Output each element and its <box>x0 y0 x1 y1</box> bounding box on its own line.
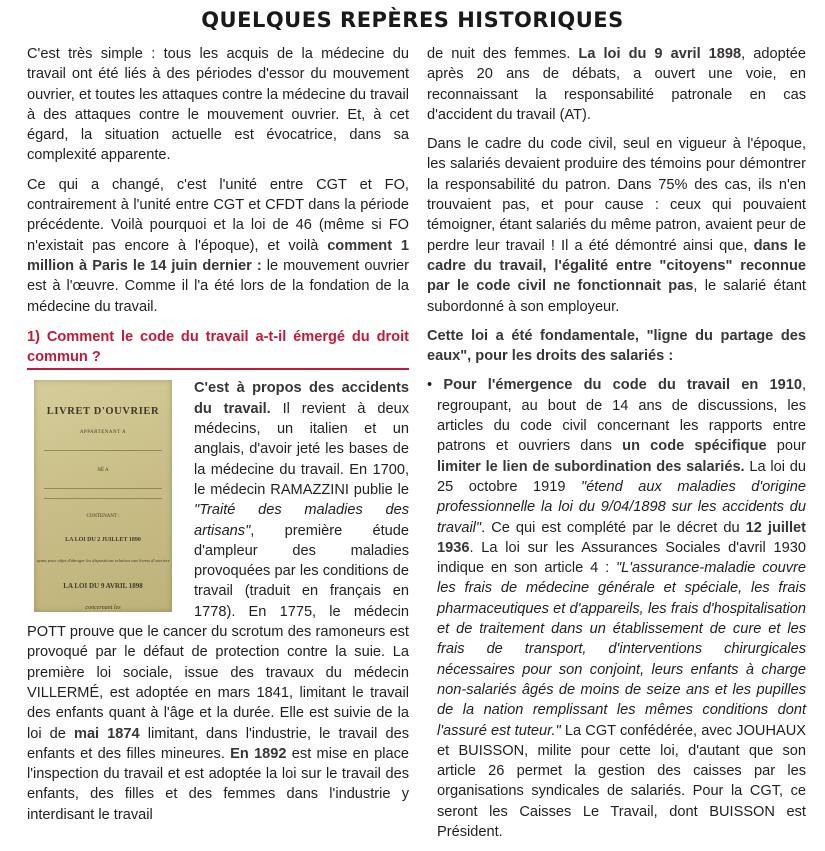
law-1898-paragraph: de nuit des femmes. La loi du 9 avril 1898, adoptée après 20 ans de débats, a ouvert une voie, en reconnaissant la responsabilité patronale en cas d'accident du travail (AT). <box>427 46 806 123</box>
accidents-paragraph: C'est à propos des accidents du travail. Il revient à deux médecins, un italien et un anglais, d'avoir jeté les bases de la médecine du travail. En 1700, le médecin RAMAZZINI publie le "Traité des maladies des artisans", première étude d'ampleur des maladies provoquées par les conditions de travail (traduit en français en 1778). En 1775, le médecin POTT prouve que le cancer du scrotum des ramoneurs est provoqué par le défaut de protection contre la suie. La première loi sociale, issue des travaux du médecin VILLERMÉ, est adoptée en mars 1841, limitant le travail des enfants quant à l'âge et la durée. Elle est suivie de la loi de mai 1874 limitant, dans l'industrie, le travail des enfants et des filles mineures. En 1892 est mise en place l'inspection du travail et est adoptée la loi sur le travail des enfants, des filles et des femmes dans l'industrie y interdisant le travail <box>27 380 410 823</box>
livret-ouvrier-image: LIVRET D'OUVRIER APPARTENANT A NÉ A CONTENANT : LA LOI DU 2 JUILLET 1890 ayant pour objet d'abroger les dispositions relatives aux livrets d'ouvriers LA LOI DU 9 AVRIL 1898 concernant les <box>34 380 172 612</box>
page-title: QUELQUES REPÈRES HISTORIQUES <box>201 8 624 32</box>
figure-title: LIVRET D'OUVRIER <box>46 406 160 418</box>
unity-paragraph: Ce qui a changé, c'est l'unité entre CGT et FO, contrairement à l'unité entre CGT et CFDT dans la période précédente. Voilà pourquoi et la loi de 46 (même si FO n'existait pas encore à l'époque), et voilà comment 1 million à Paris le 14 juin dernier : le mouvement ouvrier est à l'œuvre. Comme il l'a été lors de la fondation de la médecine du travail. <box>27 176 409 315</box>
bullet-icon: • <box>427 377 433 394</box>
fundamental-law-paragraph: Cette loi a été fondamentale, "ligne du partage des eaux", pour les droits des salariés : <box>427 327 806 365</box>
right-column <box>427 44 806 851</box>
bullet-item: • Pour l'émergence du code du travail en 1910, regroupant, au bout de 14 ans de discussions, les articles du code civil concernant les rapports entre patrons et ouvriers dans un code spécifique pour limiter le lien de subordination des salariés. La loi du 25 octobre 1919 "étend aux maladies d'origine professionnelle la loi du 9/04/1898 sur les accidents du travail". Ce qui est complété par le décret du 12 juillet 1936. La loi sur les Assurances Sociales d'avril 1930 indique en son article 4 : "L'assurance-maladie couvre les frais de médecine générale et spéciale, les frais pharmaceutiques et d'appareils, les frais d'hospitalisation et de traitement dans un établissement de cure et les frais de transport, d'interventions chirurgicales nécessaires pour son conjoint, leurs enfants à charge non-salariés âgés de moins de seize ans et les pupilles de la nation remplissant les mêmes conditions dont l'assuré est tuteur." La CGT confédérée, avec JOUHAUX et BUISSON, milite pour cette loi, d'autant que son article 26 permet la gestion des caisses par les organisations syndicales de salariés. Pour la CGT, ce seront les Caisses Le Travail, dont BUISSON est Président. <box>427 377 807 840</box>
section-heading: 1) Comment le code du travail a-t-il émergé du droit commun ? <box>27 327 409 371</box>
left-column <box>27 44 409 834</box>
code-civil-paragraph: Dans le cadre du code civil, seul en vigueur à l'époque, les salariés devaient produire des témoins pour démontrer la responsabilité du patron. Dans 75% des cas, ils n'en trouvaient pas, et pour cause : ceux qui pouvaient témoigner, étant salariés du même patron, avaient peur de perdre leur travail ! Il a été démontré ainsi que, dans le cadre du travail, l'égalité entre "citoyens" reconnue par le code civil ne fonctionnait pas, le salarié étant subordonné à son employeur. <box>427 136 806 315</box>
intro-paragraph: C'est très simple : tous les acquis de la médecine du travail ont été liés à des périodes d'essor du mouvement ouvrier, et toutes les attaques contre la médecine du travail à des attaques contre le mouvement ouvrier. Et, à cet égard, la situation actuelle est évocatrice, dans sa complexité apparente. <box>27 46 409 164</box>
